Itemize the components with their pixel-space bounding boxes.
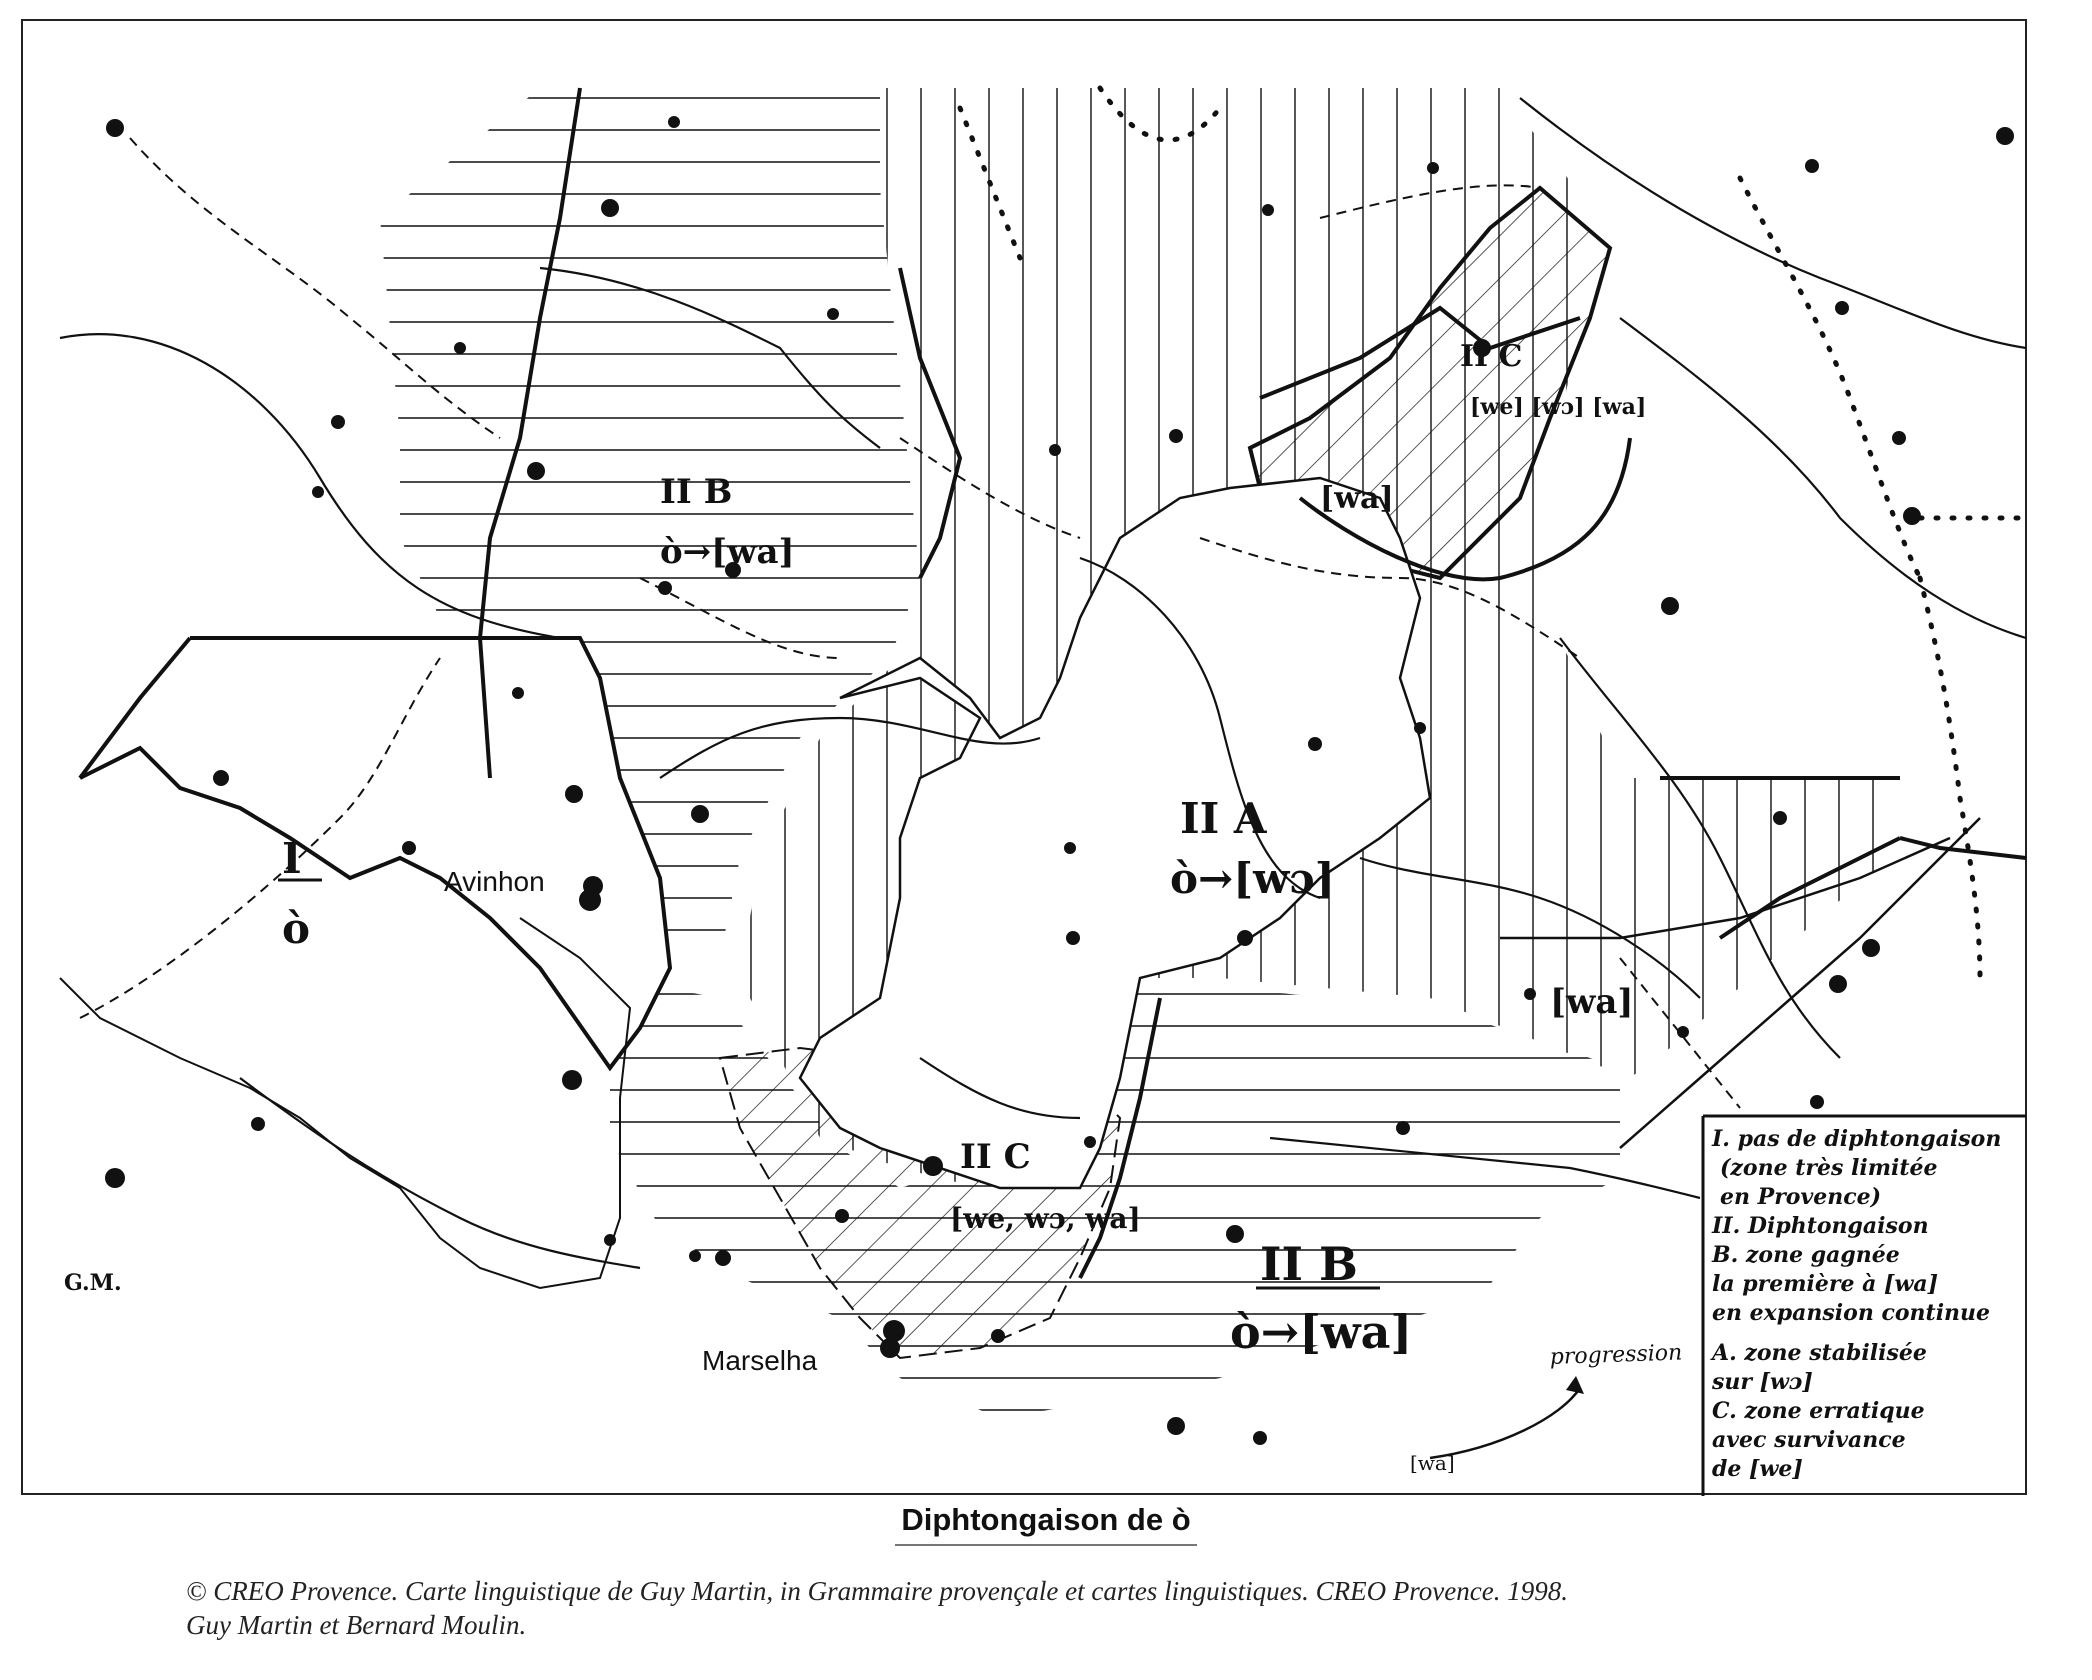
zone-IIC-north-code: II C	[1460, 339, 1523, 374]
legend-line-10: C. zone erratique	[1712, 1398, 1925, 1424]
wa-label-east: [wa]	[1550, 982, 1634, 1022]
credit-line-1: © CREO Provence. Carte linguistique de Guy Martin, in Grammaire provençale et cartes linguistiques. CREO Provence. 1998.	[186, 1576, 1568, 1606]
zone-IIC-north-form: [we] [wɔ] [wa]	[1470, 394, 1647, 420]
legend-line-5: B. zone gagnée	[1712, 1242, 1900, 1268]
progression-tag: [wa]	[1410, 1451, 1455, 1475]
map-title-text: Diphtongaison de ò	[895, 1502, 1196, 1546]
legend-line-12: de [we]	[1712, 1456, 1803, 1482]
map-title	[0, 1502, 2092, 1546]
zone-IIA-form: ò→[wɔ]	[1170, 854, 1335, 903]
legend-line-7: en expansion continue	[1712, 1300, 1991, 1326]
zone-IIA-code: II A	[1180, 794, 1267, 843]
zone-IIB-north-code: II B	[660, 472, 733, 512]
credit-caption	[186, 1574, 2046, 1642]
legend-line-11: avec survivance	[1712, 1427, 1906, 1453]
legend-line-9: sur [wɔ]	[1712, 1369, 1813, 1395]
wa-label-north: [wa]	[1320, 481, 1394, 516]
legend-line-6: la première à [wa]	[1712, 1271, 1939, 1297]
city-marselha: Marselha	[702, 1345, 818, 1376]
zone-IIC-south-code: II C	[960, 1137, 1031, 1177]
credit-line-2: Guy Martin et Bernard Moulin.	[186, 1610, 527, 1640]
zone-IIB-south-form: ò→[wa]	[1230, 1305, 1413, 1359]
map-signature: G.M.	[64, 1270, 122, 1296]
zone-I-code: I	[282, 834, 302, 883]
zone-IIB-north-form: ò→[wa]	[660, 532, 795, 572]
progression-label: progression	[1549, 1340, 1683, 1370]
zone-IIB-south-code: II B	[1260, 1237, 1358, 1291]
zone-IIC-south-form: [we, wɔ, wa]	[950, 1202, 1141, 1235]
city-avinhon: Avinhon	[444, 866, 545, 897]
legend-line-4: II. Diphtongaison	[1712, 1213, 1929, 1239]
progression-arrow	[1430, 1388, 1580, 1458]
zone-I-form: ò	[282, 904, 311, 953]
legend-line-2: (zone très limitée	[1720, 1155, 1938, 1181]
linguistic-map	[20, 18, 2030, 1496]
legend-line-3: en Provence)	[1720, 1184, 1882, 1210]
legend-line-1: I. pas de diphtongaison	[1712, 1126, 2002, 1152]
legend-line-8: A. zone stabilisée	[1712, 1340, 1927, 1366]
